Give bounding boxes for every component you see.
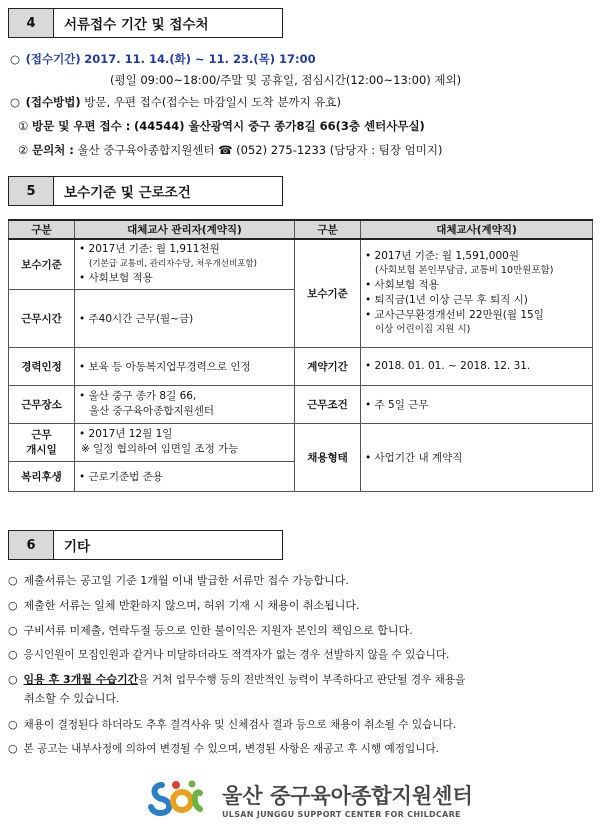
list-item: ○ 응시인원이 모집인원과 같거나 미달하더라도 적격자가 없는 경우 선발하지 않을 수 있습니다. bbox=[8, 648, 450, 661]
cell-contract: • 2018. 01. 01. ~ 2018. 12. 31. bbox=[361, 347, 593, 385]
cell-hours: • 주40시간 근무(월~금) bbox=[75, 289, 295, 347]
row-label: 근무 개시일 bbox=[9, 423, 75, 461]
row-label: 근무장소 bbox=[9, 385, 75, 423]
cell-pay-left: • 2017년 기준: 월 1,911천원 (기본급 교통비, 관리자수당, 처우개선비포함) • 사회보험 적용 bbox=[75, 239, 295, 289]
period-label: (접수기간) bbox=[25, 52, 81, 66]
section-6-header bbox=[8, 530, 283, 560]
footer-logo bbox=[148, 779, 473, 819]
method-line: ○ (접수방법) 방문, 우편 접수(접수는 마감일시 도착 분까지 유효) bbox=[10, 95, 342, 109]
table-row bbox=[9, 239, 593, 289]
method-label: (접수방법) bbox=[25, 95, 81, 109]
row-label: 계약기간 bbox=[295, 347, 361, 385]
row-label: 근무조건 bbox=[295, 385, 361, 423]
row-label: 경력인정 bbox=[9, 347, 75, 385]
period-line: ○ (접수기간) 2017. 11. 14.(화) ~ 11. 23.(목) 17:00 bbox=[10, 52, 316, 66]
cell-pay-right: • 2017년 기준: 월 1,591,000원 (사회보험 본인부담금, 교통비 10만원포함) • 사회보험 적용 • 퇴직금(1년 이상 근무 후 퇴직 시) • 교사근무환경개선비 22만원(월 15일 이상 어린이집 지원 시) bbox=[361, 239, 593, 347]
cell-welfare: • 근로기준법 준용 bbox=[75, 461, 295, 491]
address-line: ① 방문 및 우편 접수 : (44544) 울산광역시 중구 종가8길 66(3층 센터사무실) bbox=[18, 119, 425, 133]
list-item: ○ 채용이 결정된다 하더라도 추후 결격사유 및 신체검사 결과 등으로 채용이 취소될 수 있습니다. bbox=[8, 718, 457, 731]
row-label: 보수기준 bbox=[9, 239, 75, 289]
list-item: ○ 구비서류 미제출, 연락두절 등으로 인한 불이익은 지원자 본인의 책임으로 합니다. bbox=[8, 624, 413, 637]
row-label: 채용형태 bbox=[295, 423, 361, 491]
hours-note: (평일 09:00~18:00/주말 및 공휴일, 점심시간(12:00~13:00) 제외) bbox=[110, 73, 462, 87]
cell-condition: • 주 5일 근무 bbox=[361, 385, 593, 423]
section-number: 4 bbox=[9, 9, 54, 37]
row-label: 복리후생 bbox=[9, 461, 75, 491]
table-row bbox=[9, 347, 593, 385]
cell-type: • 사업기간 내 계약직 bbox=[361, 423, 593, 491]
col-header: 구분 bbox=[295, 220, 361, 239]
list-item-continuation: 취소할 수 있습니다. bbox=[24, 692, 120, 705]
col-header: 구분 bbox=[9, 220, 75, 239]
section-title: 기타 bbox=[54, 531, 282, 559]
row-label: 근무시간 bbox=[9, 289, 75, 347]
section-title: 서류접수 기간 및 접수처 bbox=[54, 9, 282, 37]
section-title: 보수기준 및 근로조건 bbox=[54, 177, 282, 205]
table-header-row bbox=[9, 220, 593, 239]
cell-place: • 울산 중구 종가 8길 66, 울산 중구육아종합지원센터 bbox=[75, 385, 295, 423]
address-value: (44544) 울산광역시 중구 종가8길 66(3층 센터사무실) bbox=[134, 119, 425, 133]
center-logo-icon bbox=[148, 779, 210, 819]
contact-value: 울산 중구육아종합지원센터 ☎ (052) 275-1233 (담당자 : 팀장 엄미지) bbox=[77, 143, 443, 157]
section-4-header bbox=[8, 8, 283, 38]
cell-career: • 보육 등 아동복지업무경력으로 인정 bbox=[75, 347, 295, 385]
center-name: 울산 중구육아종합지원센터 bbox=[222, 783, 473, 808]
conditions-table bbox=[8, 219, 593, 492]
method-value: 방문, 우편 접수(접수는 마감일시 도착 분까지 유효) bbox=[84, 95, 342, 109]
list-item: ○ 임용 후 3개월 수습기간을 거쳐 업무수행 등의 전반적인 능력이 부족하다고 판단될 경우 채용을 bbox=[8, 673, 466, 686]
table-row bbox=[9, 385, 593, 423]
list-item: ○ 본 공고는 내부사정에 의하여 변경될 수 있으며, 변경된 사항은 재공고 후 시행 예정입니다. bbox=[8, 742, 440, 755]
contact-line: ② 문의처 : 울산 중구육아종합지원센터 ☎ (052) 275-1233 (담당자 : 팀장 엄미지) bbox=[18, 143, 443, 157]
list-item: ○ 제출서류는 공고일 기준 1개월 이내 발급한 서류만 접수 가능합니다. bbox=[8, 574, 349, 587]
col-header: 대체교사 관리자(계약직) bbox=[75, 220, 295, 239]
section-5-header bbox=[8, 176, 283, 206]
row-label: 보수기준 bbox=[295, 239, 361, 347]
center-name-en: ULSAN JUNGGU SUPPORT CENTER FOR CHILDCARE bbox=[222, 809, 461, 819]
table-row bbox=[9, 423, 593, 461]
col-header: 대체교사(계약직) bbox=[361, 220, 593, 239]
section-number: 5 bbox=[9, 177, 54, 205]
cell-start: • 2017년 12월 1일 ※ 일정 협의하여 임면일 조정 가능 bbox=[75, 423, 295, 461]
list-item: ○ 제출한 서류는 일체 반환하지 않으며, 허위 기재 시 채용이 취소됩니다. bbox=[8, 599, 360, 612]
section-number: 6 bbox=[9, 531, 54, 559]
period-value: 2017. 11. 14.(화) ~ 11. 23.(목) 17:00 bbox=[84, 52, 316, 66]
